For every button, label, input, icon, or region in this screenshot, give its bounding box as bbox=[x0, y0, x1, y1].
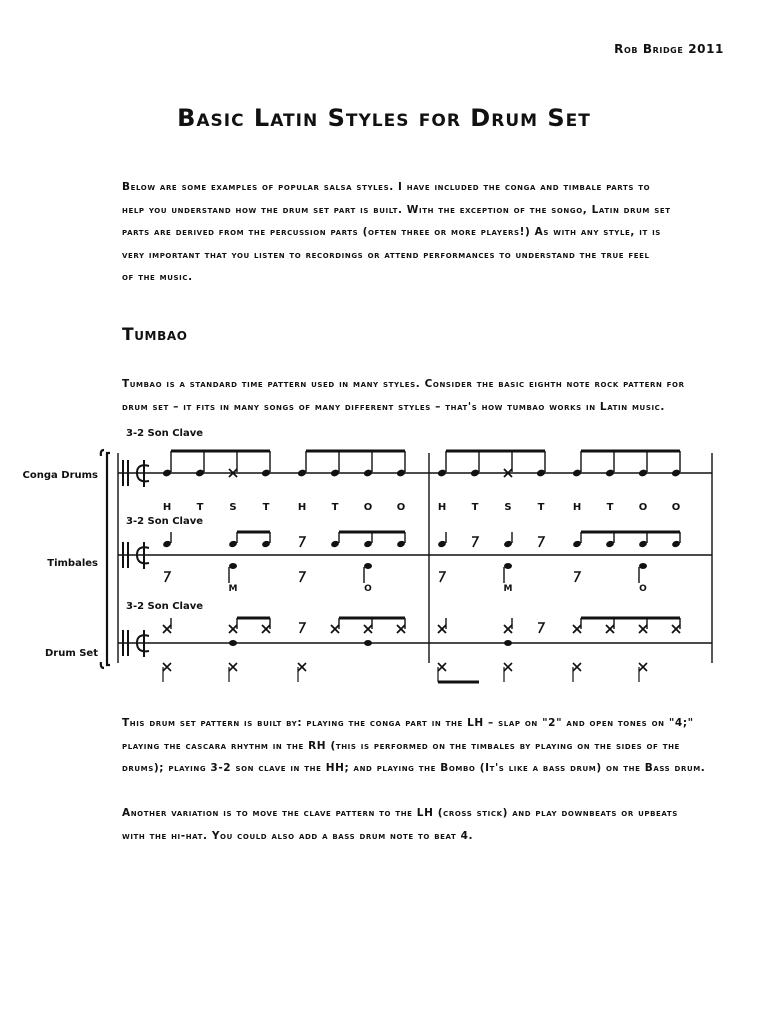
conga-stroke-label: S bbox=[504, 502, 512, 513]
cymbal-note bbox=[573, 625, 581, 633]
author-credit: Rob Bridge 2011 bbox=[614, 42, 724, 56]
cymbal-note bbox=[331, 625, 339, 633]
cymbal-note bbox=[163, 625, 171, 633]
conga-stroke-label: O bbox=[671, 502, 681, 513]
eighth-rest bbox=[439, 572, 445, 582]
variation-line: Another variation is to move the clave pattern to the LH (cross stick) and play downbeats or upbeats bbox=[122, 807, 678, 819]
music-score bbox=[0, 420, 768, 690]
hihat-note bbox=[639, 663, 647, 671]
conga-stroke-label: O bbox=[363, 502, 373, 513]
conga-stroke-label: T bbox=[606, 502, 614, 513]
clave-label: 3-2 Son Clave bbox=[126, 516, 204, 527]
intro-line: very important that you listen to recordings or attend performances to understand the true feel bbox=[122, 248, 650, 261]
instrument-label-timbales: Timbales bbox=[47, 558, 98, 569]
conga-stroke-label: H bbox=[162, 502, 172, 513]
conga-stroke-label: T bbox=[262, 502, 270, 513]
tumbao-line: Tumbao is a standard time pattern used in many styles. Consider the basic eighth note rock pattern for bbox=[122, 378, 685, 390]
eighth-rest bbox=[299, 537, 305, 547]
conga-stroke-label: H bbox=[572, 502, 582, 513]
variation-paragraph bbox=[122, 802, 722, 847]
intro-line: parts are derived from the percussion parts (often three or more players!) As with any style, it is bbox=[122, 226, 661, 238]
cymbal-note bbox=[364, 625, 372, 633]
tumbao-line: drum set – it fits in many songs of many different styles – that's how tumbao works in Latin music. bbox=[122, 400, 665, 413]
clefs-and-time-signatures bbox=[123, 460, 149, 657]
staff-lines bbox=[118, 453, 712, 663]
timbale-low-note bbox=[229, 563, 237, 569]
eighth-rest bbox=[472, 537, 478, 547]
instrument-label-conga: Conga Drums bbox=[22, 470, 98, 481]
cymbal-note bbox=[504, 625, 512, 633]
conga-stroke-label: T bbox=[537, 502, 545, 513]
intro-paragraph bbox=[122, 176, 722, 289]
explanation-paragraph bbox=[122, 712, 722, 780]
timbale-stroke-label: M bbox=[228, 584, 238, 594]
conga-stroke-label: T bbox=[471, 502, 479, 513]
cymbal-note bbox=[639, 625, 647, 633]
hihat-note bbox=[298, 663, 306, 671]
intro-line: help you understand how the drum set part is built. With the exception of the songo, Latin drum set bbox=[122, 203, 671, 216]
hihat-note bbox=[504, 663, 512, 671]
eighth-rest bbox=[574, 572, 580, 582]
hihat-note bbox=[573, 663, 581, 671]
hihat-note bbox=[438, 663, 446, 671]
cymbal-note bbox=[262, 625, 270, 633]
timbale-low-note bbox=[639, 563, 647, 569]
variation-line: with the hi-hat. You could also add a bass drum note to beat 4. bbox=[122, 829, 474, 842]
cymbal-note bbox=[672, 625, 680, 633]
eighth-rest bbox=[164, 572, 170, 582]
conga-stroke-label: H bbox=[297, 502, 307, 513]
eighth-rest bbox=[299, 572, 305, 582]
timbale-stroke-label: O bbox=[364, 584, 372, 594]
clave-label: 3-2 Son Clave bbox=[126, 428, 204, 439]
conga-stroke-label: S bbox=[229, 502, 237, 513]
explain-line: playing the cascara rhythm in the RH (this is performed on the timbales by playing on the sides of the bbox=[122, 739, 680, 752]
timbale-notes bbox=[162, 532, 681, 594]
instrument-label-drum-set: Drum Set bbox=[44, 648, 98, 659]
hihat-note bbox=[163, 663, 171, 671]
cymbal-note bbox=[229, 625, 237, 633]
clave-label: 3-2 Son Clave bbox=[126, 601, 204, 612]
cymbal-note bbox=[438, 625, 446, 633]
system-bracket bbox=[101, 450, 110, 668]
conga-stroke-label: T bbox=[331, 502, 339, 513]
intro-line: of the music. bbox=[122, 271, 193, 283]
explain-line: This drum set pattern is built by: playing the conga part in the LH – slap on "2" and open tones on "4;" bbox=[122, 717, 694, 729]
page-title: Basic Latin Styles for Drum Set bbox=[177, 104, 591, 132]
timbale-stroke-label: O bbox=[639, 584, 647, 594]
eighth-rest bbox=[299, 623, 305, 633]
conga-stroke-label: O bbox=[396, 502, 406, 513]
timbale-low-note bbox=[364, 563, 372, 569]
intro-line: Below are some examples of popular salsa styles. I have included the conga and timbale parts to bbox=[122, 181, 651, 193]
timbale-stroke-label: M bbox=[503, 584, 513, 594]
snare-note bbox=[364, 640, 372, 646]
conga-stroke-label: O bbox=[638, 502, 648, 513]
snare-note bbox=[504, 640, 512, 646]
eighth-rest bbox=[538, 623, 544, 633]
conga-stroke-labels bbox=[163, 502, 680, 513]
conga-stroke-label: T bbox=[196, 502, 204, 513]
tumbao-description bbox=[122, 373, 722, 418]
section-heading-tumbao: Tumbao bbox=[122, 325, 188, 345]
timbale-low-note bbox=[504, 563, 512, 569]
drum-set-notes bbox=[163, 618, 680, 682]
snare-note bbox=[229, 640, 237, 646]
cymbal-note bbox=[397, 625, 405, 633]
cymbal-note bbox=[606, 625, 614, 633]
eighth-rest bbox=[538, 537, 544, 547]
hihat-note bbox=[229, 663, 237, 671]
explain-line: drums); playing 3-2 son clave in the HH; and playing the Bombo (It's like a bass drum) on the Bass drum. bbox=[122, 762, 706, 774]
conga-stroke-label: H bbox=[437, 502, 447, 513]
